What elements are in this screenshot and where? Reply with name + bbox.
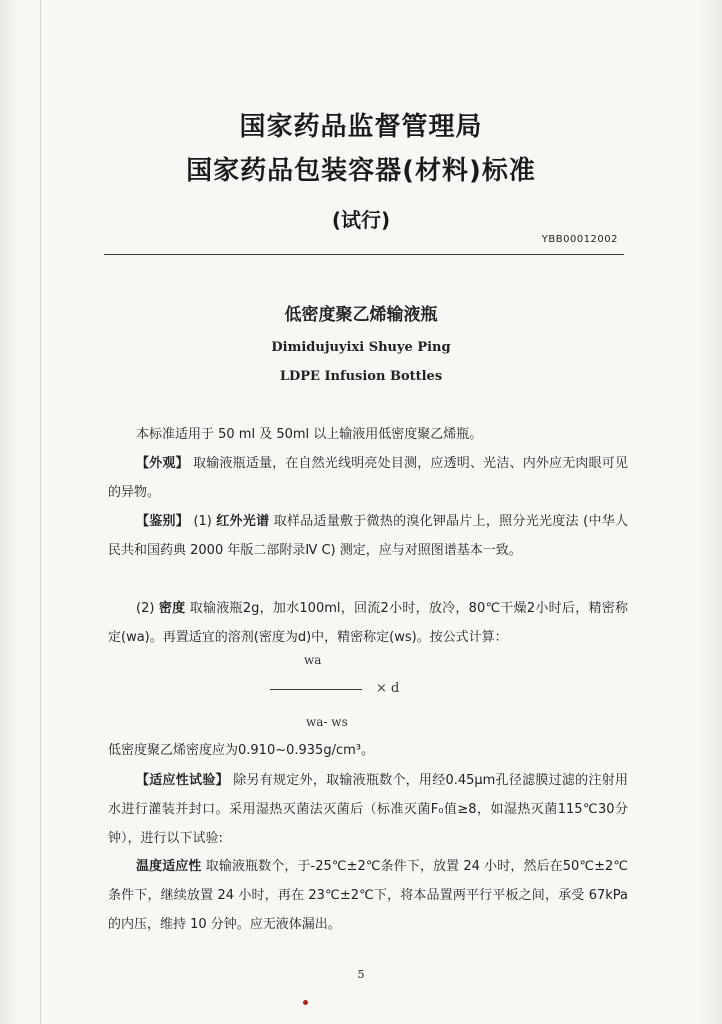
temperature-paragraph [108,852,628,939]
suitability-text: 除另有规定外，取输液瓶数个，用经0.45μm孔径滤膜过滤的注射用水进行灌装并封口。采用湿热灭菌法灭菌后（标准灭菌F₀值≥8，如湿热灭菌115℃30分钟），进行以下试验: [108,773,628,846]
ir-text: 取样品适量敷于微热的溴化钾晶片上，照分光光度法 (中华人民共和国药典 2000 年版二部附录Ⅳ C) 测定，应与对照图谱基本一致。 [108,514,628,558]
product-title-pinyin: Dimidujuyixi Shuye Ping [271,340,451,355]
ir-heading: 红外光谱 [216,514,270,529]
identification-paragraph [108,507,628,565]
density-number: (2) [136,601,155,616]
red-dot-mark [303,1000,308,1005]
appearance-heading: 【外观】 [136,456,189,471]
density-paragraph [108,594,628,652]
temperature-heading: 温度适应性 [136,859,202,874]
header-rule [104,254,624,255]
ir-number: (1) [193,514,212,529]
density-text: 取输液瓶2g，加水100ml，回流2小时，放冷，80℃干燥2小时后，精密称定(wa)。再置适宜的溶剂(密度为d)中，精密称定(ws)。按公式计算： [108,601,628,645]
appearance-paragraph [108,449,628,507]
suitability-heading: 【适应性试验】 [136,773,229,788]
formula-numerator: wa [304,653,322,667]
formula-multiplier: × d [376,681,400,696]
density-heading: 密度 [158,601,186,616]
standard-code: YBB00012002 [541,234,618,245]
formula-denominator: wa- ws [306,715,348,729]
identification-heading: 【鉴别】 [136,514,190,529]
scope-paragraph [108,420,628,449]
trial-label: (试行) [331,208,391,232]
density-formula [270,653,450,733]
standard-title: 国家药品包装容器(材料)标准 [186,156,536,186]
temperature-text: 取输液瓶数个，于-25℃±2℃条件下，放置 24 小时，然后在50℃±2℃条件下，继续放置 24 小时，再在 23℃±2℃下，将本品置两平行平板之间，承受 67kPa 的内压，维持 10 分钟。应无液体漏出。 [108,859,628,932]
page-number: 5 [357,968,365,981]
suitability-paragraph [108,766,628,853]
product-title-cn: 低密度聚乙烯输液瓶 [284,305,438,325]
agency-title: 国家药品监督管理局 [239,112,483,142]
appearance-text: 取输液瓶适量，在自然光线明亮处目测，应透明、光洁、内外应无肉眼可见的异物。 [108,456,628,500]
product-title-english: LDPE Infusion Bottles [279,369,443,384]
density-result: 低密度聚乙烯密度应为0.910~0.935g/cm³。 [108,743,374,758]
scope-text: 本标准适用于 50 ml 及 50ml 以上输液用低密度聚乙烯瓶。 [136,427,483,442]
formula-fraction-line [270,689,362,690]
